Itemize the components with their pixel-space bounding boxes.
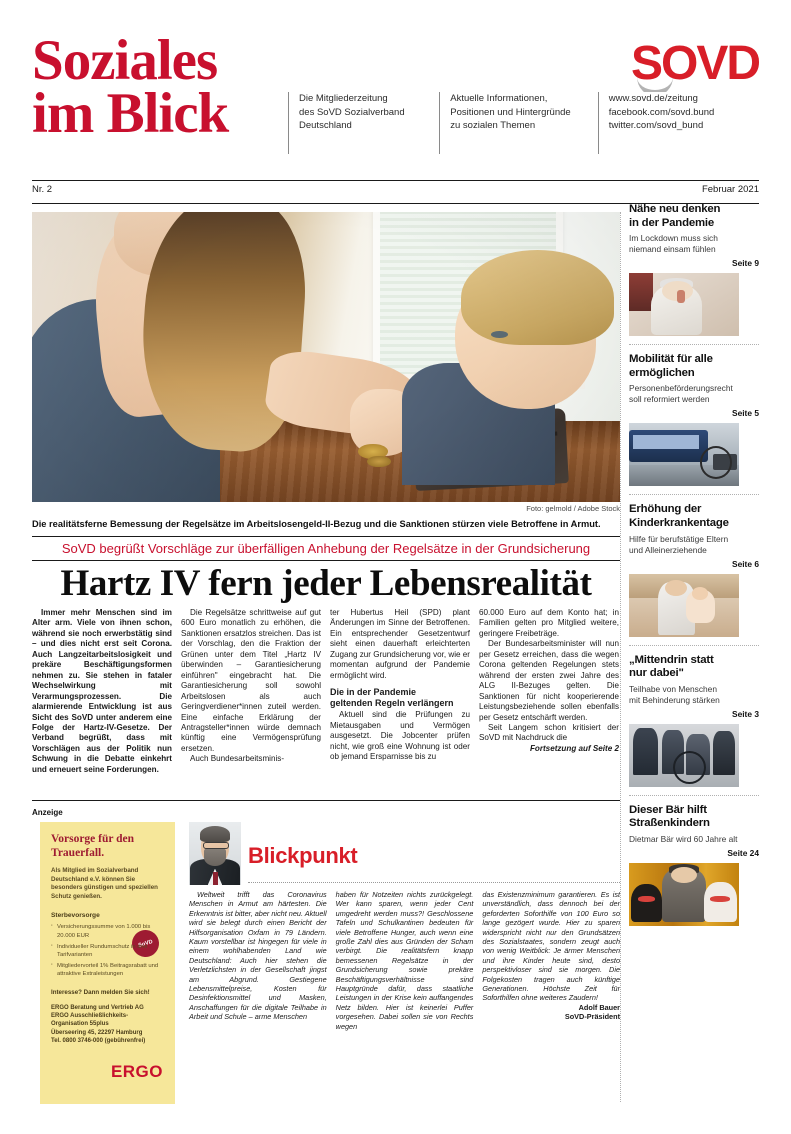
sidebar-teaser-1[interactable] <box>629 203 759 336</box>
lead-article-body <box>32 608 620 798</box>
info-line: zu sozialen Themen <box>450 120 536 131</box>
teaser-subline-text: mit Behinderung stärken <box>629 694 720 705</box>
info-line: Die Mitgliederzeitung <box>299 93 388 104</box>
teaser-subline-text: und Alleinerziehende <box>629 544 707 555</box>
ad-title-line: Trauerfall. <box>51 847 105 859</box>
teaser-subline-text: niemand einsam fühlen <box>629 244 716 255</box>
sidebar-teaser-2[interactable] <box>629 353 759 486</box>
ad-address-line: Organisation 55plus <box>51 1021 109 1028</box>
teaser-headline-line: Dieser Bär hilft <box>629 803 707 816</box>
teaser-headline <box>629 353 759 380</box>
photo-credit: Foto: gelmold / Adobe Stock <box>526 504 620 513</box>
ad-title-line: Vorsorge für den <box>51 833 135 845</box>
info-line: Deutschland <box>299 120 352 131</box>
continuation-link[interactable]: Fortsetzung auf Seite 2 <box>529 743 619 753</box>
article-column-4 <box>479 608 619 798</box>
portrait-glasses-icon <box>203 842 230 850</box>
teaser-image-wheelchair-user-in-crowd <box>629 724 739 787</box>
kicker-container <box>32 536 620 561</box>
publication-title <box>32 29 332 145</box>
publication-title-line2: im Blick <box>32 82 229 145</box>
teaser-subline <box>629 684 759 706</box>
teaser-headline-line: Nähe neu denken <box>629 203 721 215</box>
info-line: des SoVD Sozialverband <box>299 106 405 118</box>
teaser-image-dietmar-baer-with-puppets <box>629 863 739 926</box>
sidebar-teaser-4[interactable] <box>629 654 759 787</box>
facebook-link[interactable]: facebook.com/sovd.bund <box>608 106 715 118</box>
teaser-subline-text: soll reformiert werden <box>629 394 710 405</box>
article-subhead-line: Die in der Pandemie <box>330 687 417 698</box>
teaser-headline-line: Mobilität für alle <box>629 353 713 366</box>
masthead-info-columns <box>288 92 758 154</box>
blickpunkt-paragraph: Weltweit trifft das Coronavirus Menschen in Armut am härtesten. Die Erkenntnis ist bitter, aber nicht neu. Aktuell wird sie belegt durch einen Bericht der Hilfsorganisation Oxfam in 79 Ländern. Kaum vorstellbar ist hingegen für viele in einem wohlhabenden Land wie Deutschland: Auch hier stehen die Verletzlichsten in der Gesellschaft jingst am Abgrund. Gestiegene Lebensmittelpreise, Kosten für Desinfektionsmittel und Masken, Anschaffungen für die digitale Teilhabe in Arbeit und Schule – arme Menschen <box>189 890 327 1022</box>
publication-title-line1: Soziales <box>32 29 218 92</box>
teaser-image-father-with-baby-in-kitchen <box>629 574 739 637</box>
masthead-info-col-1 <box>288 92 425 154</box>
blickpunkt-divider <box>248 882 620 883</box>
ad-product-name: Sterbevorsorge <box>51 912 100 920</box>
ad-address-line: Tel. 0800 3746-000 (gebührenfrei) <box>51 1038 146 1045</box>
teaser-headline-line: in der Pandemie <box>629 216 714 229</box>
sidebar-teaser-3[interactable] <box>629 503 759 636</box>
teaser-headline-line: Straßenkindern <box>629 817 710 830</box>
author-role: SoVD-Präsident <box>564 1012 621 1022</box>
article-column-1 <box>32 608 172 798</box>
info-line: Aktuelle Informationen, <box>450 93 548 104</box>
article-paragraph: Immer mehr Menschen sind im Alter arm. Viele von ihnen schon, während sie noch erwerbstätig sind – und dies nicht erst seit Corona. Auch Langzeitarbeitslosigkeit und prekäre Beschäftigungsformen nehmen zu. Sie stehen in fataler Wechselwirkung mit Verarmungsprozessen. Die alarmierende Entwicklung ist aus Sicht des SoVD unter anderem eine Folge der Hartz-IV-Gesetze. Der Verband begrüßt, dass mit Vorschlägen aus der Politik nun Schwung in die Debatte einkehrt und erneuert seine Forderungen. <box>32 608 172 774</box>
article-bottom-rule <box>32 800 620 801</box>
ad-benefit-item: · Individueller Rundumschutz in drei Tarifvarianten <box>51 943 164 959</box>
teaser-image-wheelchair-at-train-platform <box>629 423 739 486</box>
teaser-separator <box>629 645 759 646</box>
teaser-separator <box>629 344 759 345</box>
sidebar-teaser-5[interactable] <box>629 804 759 926</box>
teaser-headline-line: nur dabei" <box>629 667 684 680</box>
issue-number: Nr. 2 <box>32 184 53 195</box>
teaser-headline-line: Kinderkrankentage <box>629 516 729 529</box>
teaser-subline-text: Im Lockdown muss sich <box>629 233 718 244</box>
ad-benefit-list <box>51 923 164 978</box>
ad-address-line: Überseering 45, 22297 Hamburg <box>51 1029 143 1036</box>
teaser-subline-text: Personenbeförderungsrecht <box>629 383 733 394</box>
ad-address-line: ERGO Ausschließlichkeits- <box>51 1013 129 1019</box>
issue-date: Februar 2021 <box>701 184 759 195</box>
teaser-separator <box>629 494 759 495</box>
teaser-headline <box>629 654 759 681</box>
portrait-tie <box>213 872 218 885</box>
author-portrait <box>189 822 241 885</box>
teaser-headline-line: „Mittendrin statt <box>629 653 714 666</box>
teaser-headline <box>629 804 759 831</box>
article-column-3 <box>330 608 470 798</box>
photo-vignette <box>32 212 620 502</box>
masthead-info-col-2 <box>439 92 583 154</box>
teaser-separator <box>629 795 759 796</box>
website-link[interactable]: www.sovd.de/zeitung <box>608 93 698 104</box>
article-paragraph: Die Regelsätze schrittweise auf gut 600 Euro monatlich zu erhöhen, die Sanktionen ersatzlos streichen. Das ist der Vorschlag, den die Fraktion der Grünen unter dem Titel „Hartz IV überwinden – Garantiesicherung einführen" eingebracht hat. Die Garantiesicherung soll sowohl Arbeitslosen als auch Geringverdiener*innen zuteil werden. Eine einfache Erklärung der Antragsteller*innen würde demnach künftig eine Vermögensprüfung ersetzen. <box>181 608 321 753</box>
article-paragraph: Aktuell sind die Prüfungen zu Mietausgaben und Vermögen ausgesetzt. Die Jobcenter prüfen nicht, wie groß eine Wohnung ist oder ob jemand Ersparnisse bis zu <box>330 710 470 761</box>
article-paragraph: ter Hubertus Heil (SPD) plant Änderungen im Sinne der Betroffenen. Ein entsprechender Gesetzentwurf sieht einen dauerhaft erleichterten Zugang zur Grundsicherung vor, wie er momentan aufgrund der Pandemie ermöglicht wird. <box>330 608 470 680</box>
article-paragraph: Auch Bundesarbeitsminis- <box>190 754 285 764</box>
teaser-page-ref[interactable]: Seite 5 <box>731 408 759 419</box>
blickpunkt-column-2 <box>336 890 474 1100</box>
teaser-subline-text: Dietmar Bär wird 60 Jahre alt <box>629 833 738 844</box>
ad-address-line: ERGO Beratung und Vertrieb AG <box>51 1004 144 1011</box>
blickpunkt-body <box>189 890 620 1100</box>
teaser-subline <box>629 233 759 255</box>
teaser-page-ref[interactable]: Seite 9 <box>731 258 759 269</box>
twitter-link[interactable]: twitter.com/sovd_bund <box>608 120 704 131</box>
sovd-swoosh-icon <box>637 76 673 92</box>
ad-title <box>51 832 164 860</box>
teaser-subline <box>629 834 759 845</box>
teaser-headline <box>629 503 759 530</box>
article-kicker: SoVD begrüßt Vorschläge zur überfälligen Anhebung der Regelsätze in der Grundsicherung <box>61 541 591 556</box>
blickpunkt-paragraph: das Existenzminimum garantieren. Es ist unverständlich, dass dennoch bei der geforderten Soforthilfe von 100 Euro so lange gezögert wurde. Hier zu sparen widerspricht nicht nur den Grundsätzen des Sozialstaates, sondern zeugt auch von wenig Weitblick: Je ärmer Menschen und ihre Kinder heute sind, desto perspektivloser sind sie morgen. Die Folgekosten tragen auch künftige Generationen. Höchste Zeit für Soforthilfen ohne weiteres Zaudern! <box>482 890 621 1003</box>
advertisement[interactable] <box>40 822 175 1104</box>
teaser-page-ref[interactable]: Seite 6 <box>731 558 759 569</box>
blickpunkt-title: Blickpunkt <box>248 843 358 868</box>
blickpunkt-paragraph: haben für Notzeiten nichts zurückgelegt. Wer kann sparen, wenn jeder Cent umgedreht werden muss?! Geschlossene Tafeln und Schulkantinen bedeuten für viele Betroffene Hunger, auch wenn eine große Zahl dies aus Gründen der Scham verbirgt. Die realitätsfern knapp bemessenen Regelsätze in der Grundsicherung sowie prekäre Beschäftigungsverhältnisse sind Hauptgründe dafür, dass staatliche Leistungen in der Krise kein auffangendes Netz bilden. Hier ist keinerlei Puffer vorgesehen. Dabei sollen sie von Rechts wegen <box>335 890 474 1031</box>
ad-body-text: Als Mitglied im Sozialverband Deutschland e.V. können Sie besonders günstigen und speziellen Schutz genießen. <box>51 867 158 900</box>
teaser-subline <box>629 383 759 405</box>
article-headline: Hartz IV fern jeder Lebensrealität <box>60 563 592 604</box>
lead-photo <box>32 212 620 502</box>
article-paragraph: Der Bundesarbeitsminister will nun per Gesetz erreichen, dass die wegen Corona geltenden Regelungen stets während der ersten zwei Jahre des ALG II-Bezuges gelten. Die Sanktionen für nicht kooperierende Leistungsbeziehende sollen ebenfalls per Gesetz entschärft werden. <box>479 639 619 722</box>
ad-benefit-item: · Mitgliedervorteil 1% Beitragsrabatt und attraktive Extraleistungen <box>51 962 164 978</box>
sovd-stamp-icon: SoVD <box>129 927 162 960</box>
article-paragraph: 60.000 Euro auf dem Konto hat; in Familien gelten pro Mitglied weitere, geringere Freibeträge. <box>479 608 619 638</box>
info-line: Positionen und Hintergründe <box>450 106 571 118</box>
sidebar-divider <box>620 212 621 1102</box>
article-subhead <box>330 687 470 709</box>
masthead-rule <box>32 180 759 181</box>
teaser-subline-text: Hilfe für berufstätige Eltern <box>629 533 729 544</box>
portrait-hair <box>200 826 230 842</box>
article-column-2 <box>181 608 321 798</box>
teaser-subline <box>629 534 759 556</box>
blickpunkt-column-1 <box>189 890 327 1100</box>
teaser-subline-text: Teilhabe von Menschen <box>629 683 717 694</box>
ad-benefit-item: · Versicherungssumme von 1.000 bis 20.000 EUR <box>51 923 164 939</box>
teaser-headline-line: Erhöhung der <box>629 503 702 516</box>
ergo-logo: ERGO <box>110 1062 163 1081</box>
blickpunkt-column-3 <box>482 890 620 1100</box>
ad-address <box>51 1004 164 1046</box>
article-subhead-line: geltenden Regeln verlängern <box>330 698 454 709</box>
author-name: Adolf Bauer <box>578 1002 621 1012</box>
teaser-page-ref[interactable]: Seite 3 <box>731 708 759 719</box>
teaser-headline-line: ermöglichen <box>629 366 695 379</box>
teaser-image-senior-woman-on-phone <box>629 273 739 336</box>
article-paragraph: Seit Langem schon kritisiert der SoVD mit Nachdruck die <box>479 722 619 743</box>
masthead-info-col-3 <box>598 92 744 154</box>
photo-caption: Die realitätsferne Bemessung der Regelsätze im Arbeitslosengeld-II-Bezug und die Sanktionen stürzen viele Betroffene in Armut. <box>32 519 601 529</box>
sidebar <box>629 203 759 1103</box>
teaser-headline <box>629 203 759 230</box>
sovd-wordmark: SOVD <box>630 37 759 90</box>
ad-call-to-action: Interesse? Dann melden Sie sich! <box>51 988 150 996</box>
advertisement-label: Anzeige <box>32 808 63 817</box>
issue-line <box>32 184 759 202</box>
teaser-page-ref[interactable]: Seite 24 <box>727 847 759 858</box>
